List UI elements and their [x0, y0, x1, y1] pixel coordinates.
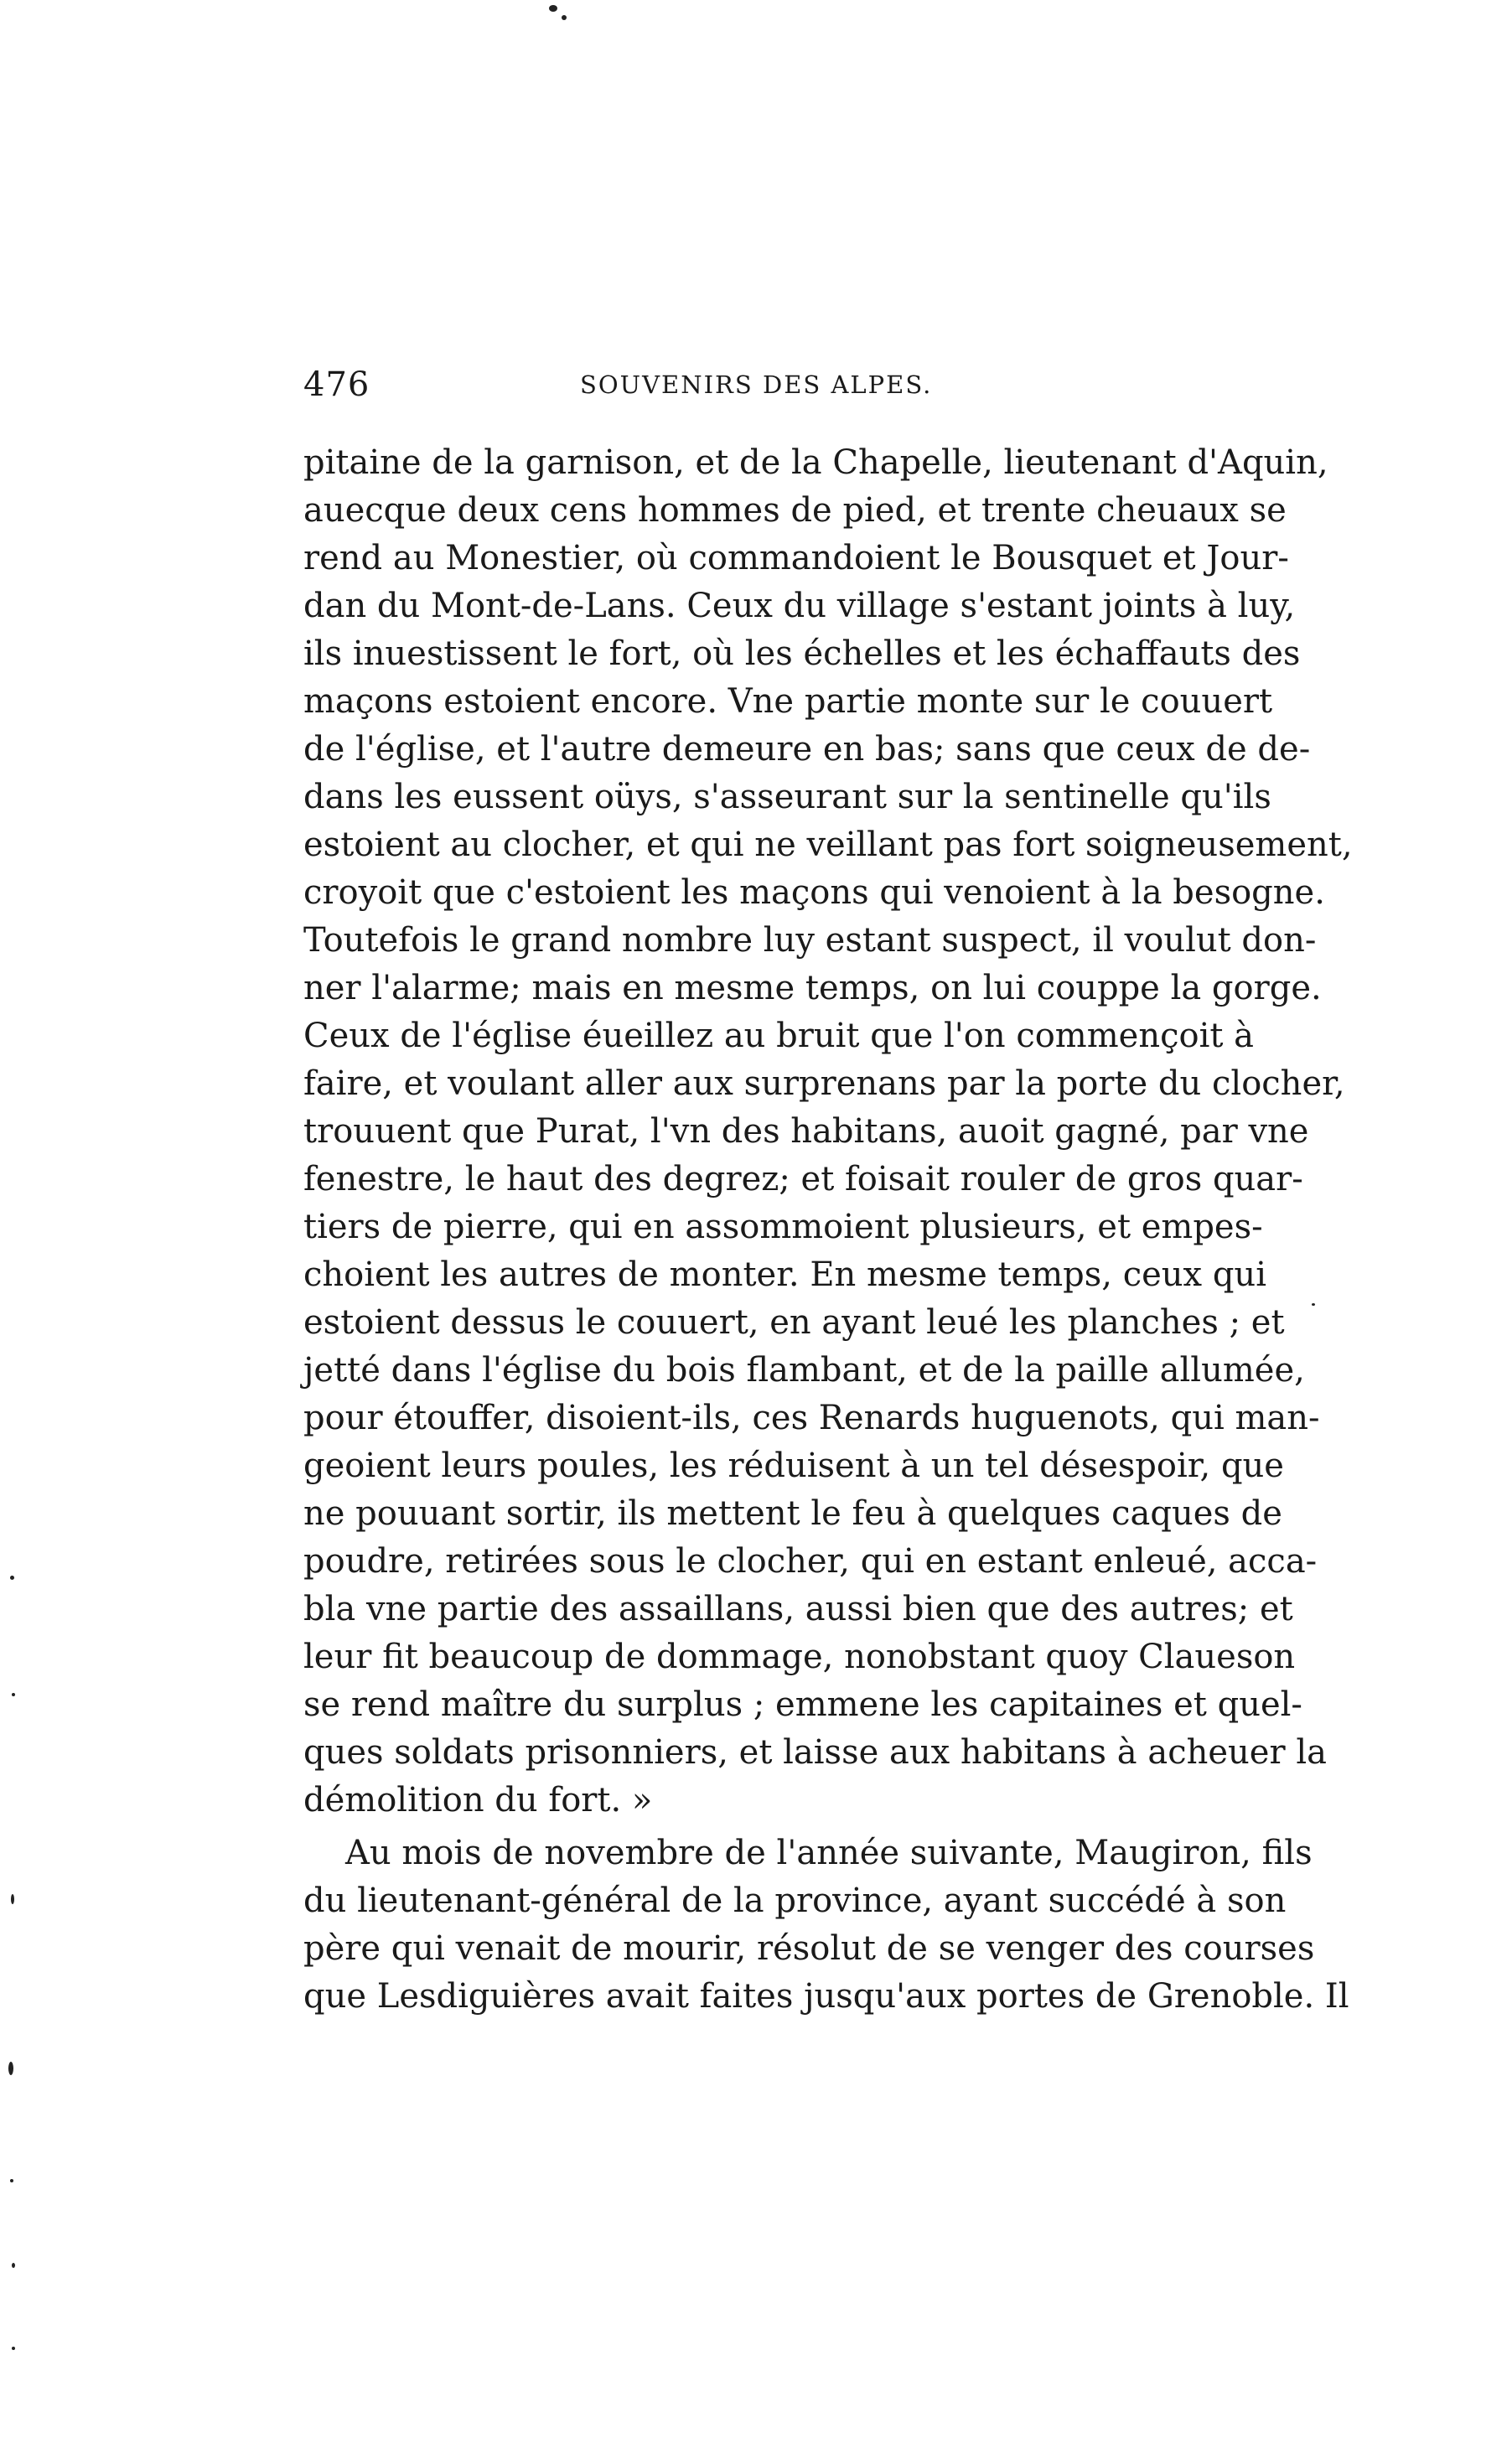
text-line: ner l'alarme; mais en mesme temps, on lui couppe la gorge.	[303, 969, 1322, 1007]
text-line: Toutefois le grand nombre luy estant suspect, il voulut don-	[303, 921, 1317, 960]
text-line: trouuent que Purat, l'vn des habitans, auoit gagné, par vne	[303, 1112, 1309, 1151]
text-line: leur fit beaucoup de dommage, nonobstant quoy Claueson	[303, 1638, 1296, 1676]
text-line: estoient dessus le couuert, en ayant leué les planches ; et	[303, 1303, 1285, 1342]
text-line: Ceux de l'église éueillez au bruit que l'on commençoit à	[303, 1017, 1255, 1055]
text-line: maçons estoient encore. Vne partie monte sur le couuert	[303, 682, 1273, 721]
text-line: faire, et voulant aller aux surprenans par la porte du clocher,	[303, 1064, 1345, 1103]
scan-speck	[8, 2062, 13, 2075]
text-line: auecque deux cens hommes de pied, et trente cheuaux se	[303, 491, 1287, 530]
scan-speck	[12, 1693, 15, 1696]
scan-speck	[12, 2263, 15, 2268]
running-title: SOUVENIRS DES ALPES.	[580, 370, 933, 399]
text-line: fenestre, le haut des degrez; et foisait rouler de gros quar-	[303, 1160, 1303, 1198]
text-line: pour étouffer, disoient-ils, ces Renards huguenots, qui man-	[303, 1399, 1320, 1437]
text-line: père qui venait de mourir, résolut de se venger des courses	[303, 1929, 1315, 1968]
page-header	[303, 365, 1209, 416]
scan-speck	[11, 1894, 14, 1904]
text-line: jetté dans l'église du bois flambant, et de la paille allumée,	[303, 1351, 1305, 1390]
text-line: ques soldats prisonniers, et laisse aux habitans à acheuer la	[303, 1733, 1327, 1772]
text-line: se rend maître du surplus ; emmene les capitaines et quel-	[303, 1685, 1302, 1724]
text-line: ne pouuant sortir, ils mettent le feu à quelques caques de	[303, 1494, 1282, 1533]
text-line: démolition du fort. »	[303, 1781, 653, 1820]
text-line: croyoit que c'estoient les maçons qui venoient à la besogne.	[303, 873, 1325, 912]
page-number: 476	[303, 365, 370, 404]
text-line: Au mois de novembre de l'année suivante, Maugiron, fils	[345, 1834, 1313, 1872]
text-line: tiers de pierre, qui en assommoient plusieurs, et empes-	[303, 1208, 1263, 1246]
scan-speck	[562, 15, 567, 20]
text-line: du lieutenant-général de la province, ayant succédé à son	[303, 1882, 1287, 1920]
scan-speck	[10, 1576, 14, 1580]
scan-speck	[12, 2347, 15, 2350]
text-line: rend au Monestier, où commandoient le Bousquet et Jour-	[303, 539, 1289, 577]
text-line: choient les autres de monter. En mesme temps, ceux qui	[303, 1255, 1266, 1294]
text-line: poudre, retirées sous le clocher, qui en estant enleué, acca-	[303, 1542, 1318, 1581]
scan-speck	[1312, 1303, 1315, 1306]
text-line: estoient au clocher, et qui ne veillant pas fort soigneusement,	[303, 826, 1353, 864]
body-text	[303, 439, 1353, 2021]
text-line: de l'église, et l'autre demeure en bas; sans que ceux de de-	[303, 730, 1311, 769]
text-line: geoient leurs poules, les réduisent à un tel désespoir, que	[303, 1447, 1284, 1485]
text-line: bla vne partie des assaillans, aussi bien que des autres; et	[303, 1590, 1293, 1628]
scan-speck	[549, 5, 557, 12]
scan-speck	[10, 2179, 13, 2182]
text-line: dans les eussent oüys, s'asseurant sur la sentinelle qu'ils	[303, 778, 1271, 816]
paragraph-1	[303, 439, 1353, 1825]
text-line: dan du Mont-de-Lans. Ceux du village s'estant joints à luy,	[303, 587, 1296, 625]
text-line: pitaine de la garnison, et de la Chapelle, lieutenant d'Aquin,	[303, 443, 1328, 482]
text-line: que Lesdiguières avait faites jusqu'aux portes de Grenoble. Il	[303, 1977, 1349, 2016]
paragraph-2	[303, 1830, 1349, 2021]
text-line: ils inuestissent le fort, où les échelles et les échaffauts des	[303, 634, 1301, 673]
